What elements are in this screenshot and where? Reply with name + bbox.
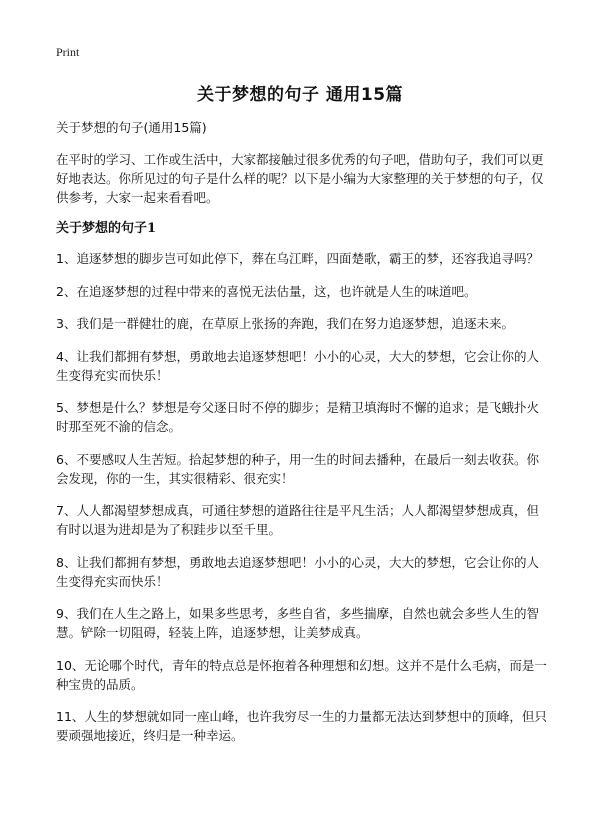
print-link[interactable]: Print (56, 45, 80, 59)
quote-item: 9、我们在人生之路上，如果多些思考，多些自省，多些揣摩，自然也就会多些人生的智慧。铲除一切阻碍，轻装上阵，追逐梦想，让美梦成真。 (56, 606, 539, 640)
quote-item: 1、追逐梦想的脚步岂可如此停下，葬在乌江畔，四面楚歌，霸王的梦，还容我追寻吗？ (56, 251, 539, 266)
quote-item: 6、不要感叹人生苦短。拾起梦想的种子，用一生的时间去播种，在最后一刻去收获。你会发现，你的一生，其实很精彩、很充实！ (56, 451, 539, 486)
quote-item: 10、无论哪个时代，青年的特点总是怀抱着各种理想和幻想。这并不是什么毛病，而是一种宝贵的品质。 (56, 657, 547, 692)
article-body (56, 118, 548, 759)
page-title: 关于梦想的句子 通用15篇 (196, 85, 404, 105)
section-heading: 关于梦想的句子1 (56, 221, 157, 236)
quote-item: 2、在追逐梦想的过程中带来的喜悦无法估量，这，也许就是人生的味道吧。 (56, 283, 477, 299)
intro-paragraph: 在平时的学习、工作或生活中，大家都接触过很多优秀的句子吧，借助句子，我们可以更好地表达。你所见过的句子是什么样的呢？以下是小编为大家整理的关于梦想的句子，仅供参考，大家一起来看看吧。 (56, 152, 544, 205)
quote-item: 8、让我们都拥有梦想，勇敢地去追逐梦想吧！小小的心灵，大大的梦想，它会让你的人生变得充实而快乐！ (56, 554, 539, 589)
quote-item: 7、人人都渴望梦想成真，可通往梦想的道路往往是平凡生活；人人都渴望梦想成真，但有时以退为进却是为了积跬步以至千里。 (56, 503, 539, 537)
quote-item: 5、梦想是什么？梦想是夸父逐日时不停的脚步；是精卫填海时不懈的追求；是飞蛾扑火时那至死不渝的信念。 (56, 400, 539, 434)
quote-item: 11、人生的梦想就如同一座山峰，也许我穷尽一生的力量都无法达到梦想中的顶峰，但只要顽强地接近，终归是一种幸运。 (56, 709, 547, 743)
article-subtitle: 关于梦想的句子(通用15篇) (56, 120, 207, 135)
quote-item: 4、让我们都拥有梦想，勇敢地去追逐梦想吧！小小的心灵，大大的梦想，它会让你的人生变得充实而快乐！ (56, 348, 539, 383)
quote-item: 3、我们是一群健壮的鹿，在草原上张扬的奔跑，我们在努力追逐梦想，追逐未来。 (56, 316, 514, 331)
